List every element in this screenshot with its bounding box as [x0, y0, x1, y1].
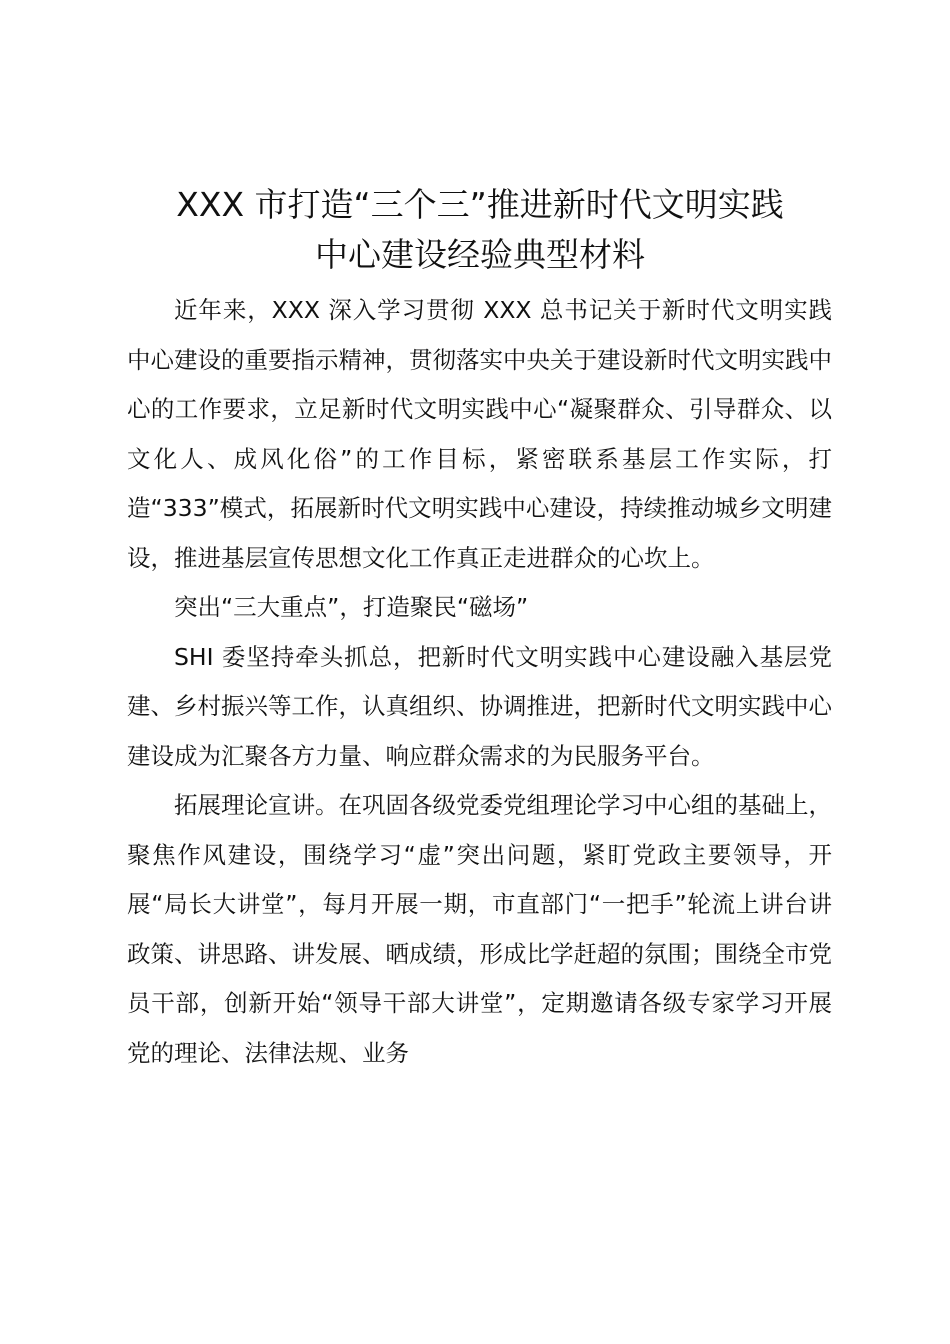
title-line-2: 中心建设经验典型材料: [315, 235, 645, 274]
document-title: [120, 180, 840, 280]
paragraph-intro: 近年来，XXX 深入学习贯彻 XXX 总书记关于新时代文明实践中心建设的重要指示精神，贯彻落实中央关于建设新时代文明实践中心的工作要求，立足新时代文明实践中心“凝聚群众、引导群众、以文化人、成风化俗”的工作目标，紧密联系基层工作实际，打造“333”模式，拓展新时代文明实践中心建设，持续推动城乡文明建设，推进基层宣传思想文化工作真正走进群众的心坎上。: [127, 296, 832, 572]
paragraph-section-intro: SHI 委坚持牵头抓总，把新时代文明实践中心建设融入基层党建、乡村振兴等工作，认真组织、协调推进，把新时代文明实践中心建设成为汇聚各方力量、响应群众需求的为民服务平台。: [127, 642, 832, 770]
paragraph-theory-lectures: 拓展理论宣讲。在巩固各级党委党组理论学习中心组的基础上，聚焦作风建设，围绕学习“虚”突出问题，紧盯党政主要领导，开展“局长大讲堂”，每月开展一期，市直部门“一把手”轮流上讲台讲政策、讲思路、讲发展、晒成绩，形成比学赶超的氛围；围绕全市党员干部，创新开始“领导干部大讲堂”，定期邀请各级专家学习开展党的理论、法律法规、业务: [127, 791, 832, 1067]
section-heading: 突出“三大重点”，打造聚民“磁场”: [174, 593, 529, 621]
title-line-1: XXX 市打造“三个三”推进新时代文明实践: [176, 185, 784, 224]
document-body: [127, 286, 832, 1078]
